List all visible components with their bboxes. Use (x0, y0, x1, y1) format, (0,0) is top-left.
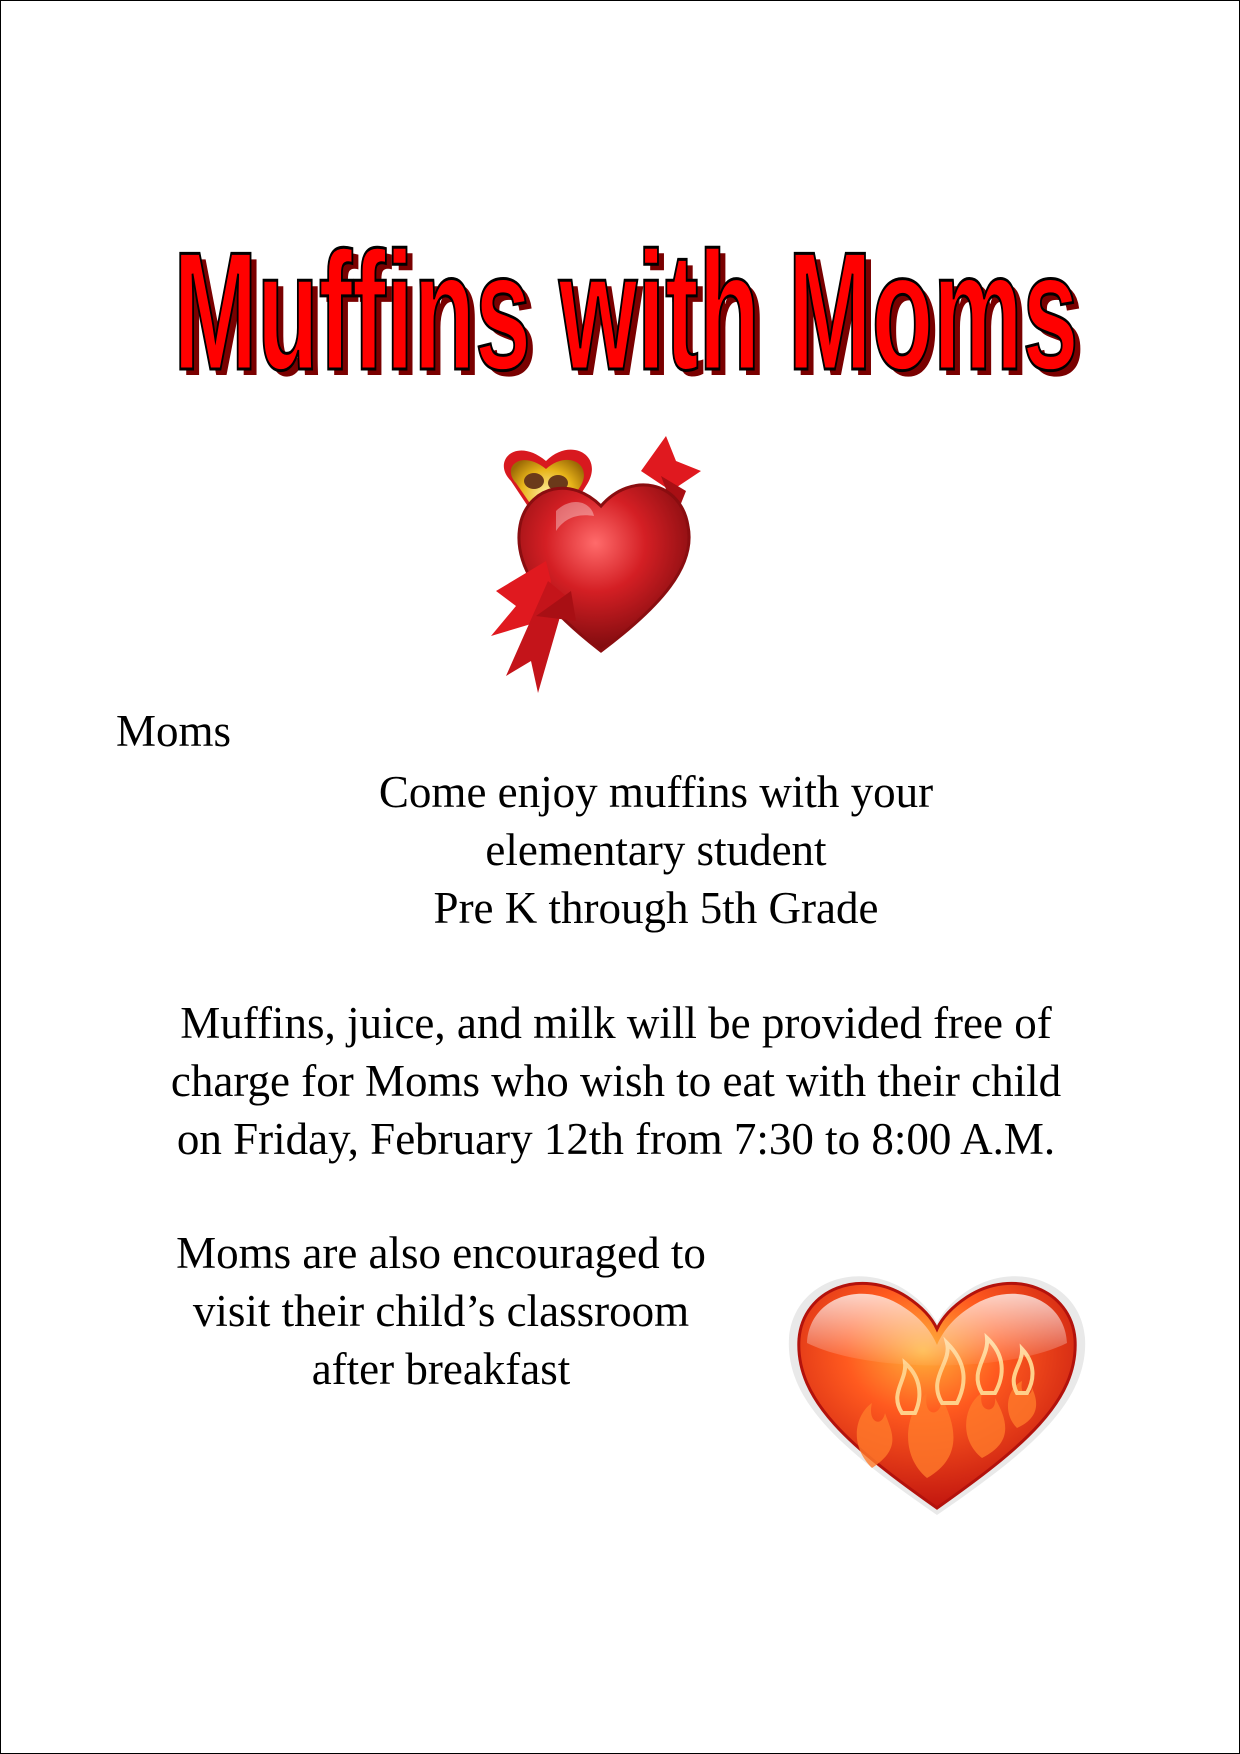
encourage-line: visit their child’s classroom (192, 1286, 690, 1336)
title-wordart (1, 151, 1240, 391)
details-paragraph (106, 994, 1126, 1168)
encourage-paragraph (131, 1224, 751, 1398)
heart-chocolate-box-icon (476, 431, 726, 711)
details-line: charge for Moms who wish to eat with their child (170, 1056, 1062, 1106)
details-line: Muffins, juice, and milk will be provided free of (180, 998, 1052, 1048)
invite-line: elementary student (485, 825, 827, 875)
title-shadow: Muffins with Moms (179, 223, 1085, 391)
encourage-line: Moms are also encouraged to (176, 1228, 706, 1278)
invite-line: Pre K through 5th Grade (433, 883, 879, 933)
encourage-line: after breakfast (311, 1344, 571, 1394)
invite-line: Come enjoy muffins with your (378, 767, 934, 817)
flaming-heart-icon (777, 1253, 1097, 1525)
invite-paragraph (331, 763, 981, 937)
greeting: Moms (116, 706, 232, 756)
details-line: on Friday, February 12th from 7:30 to 8:00 A.M. (176, 1114, 1056, 1164)
page-title: Muffins with Moms (173, 217, 1079, 391)
title-banner (1, 151, 1240, 391)
